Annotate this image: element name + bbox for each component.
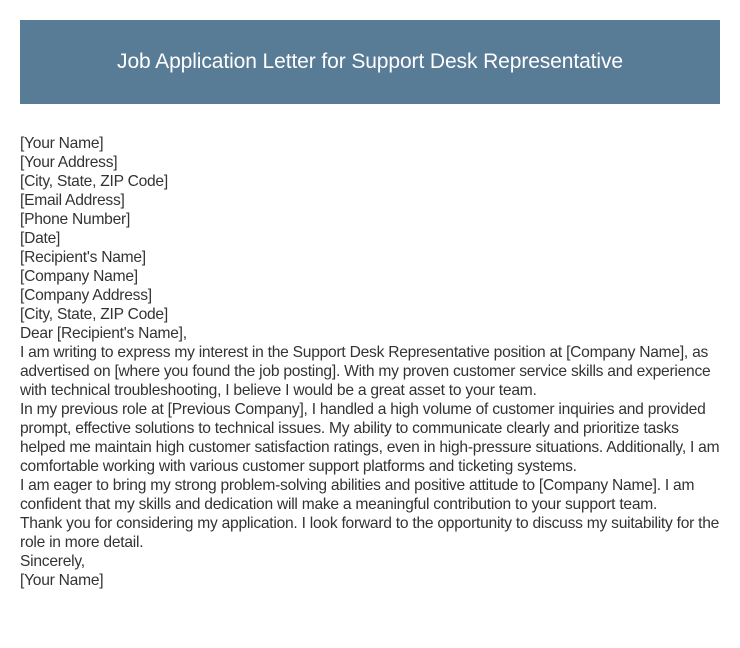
paragraph-intro: I am writing to express my interest in the Support Desk Representative position at [Company Name], as advertised on [where you found the job posting]. With my proven customer service skills and experience with technical troubleshooting, I believe I would be a great asset to your team.: [20, 344, 711, 399]
sender-address: [Your Address]: [20, 154, 118, 171]
sender-name: [Your Name]: [20, 135, 104, 152]
salutation: Dear [Recipient's Name],: [20, 325, 187, 342]
sender-city-state-zip: [City, State, ZIP Code]: [20, 173, 168, 190]
signature: [Your Name]: [20, 572, 104, 589]
paragraph-motivation: I am eager to bring my strong problem-solving abilities and positive attitude to [Company Name]. I am confident that my skills and dedication will make a meaningful contribution to your support team.: [20, 477, 695, 513]
sender-phone: [Phone Number]: [20, 211, 131, 228]
letter-date: [Date]: [20, 230, 61, 247]
sender-email: [Email Address]: [20, 192, 125, 209]
recipient-company-address: [Company Address]: [20, 287, 152, 304]
paragraph-experience: In my previous role at [Previous Company], I handled a high volume of customer inquiries and provided prompt, effective solutions to technical issues. My ability to communicate clearly and prioritize tasks helped me maintain high customer satisfaction ratings, even in high-pressure situations. Additionally, I am comfortable working with various customer support platforms and ticketing systems.: [20, 401, 720, 475]
recipient-city-state-zip: [City, State, ZIP Code]: [20, 306, 168, 323]
closing: Sincerely,: [20, 553, 85, 570]
page-title: Job Application Letter for Support Desk Representative: [117, 50, 623, 73]
paragraph-thanks: Thank you for considering my application. I look forward to the opportunity to discuss my suitability for the role in more detail.: [20, 515, 720, 551]
title-banner: [20, 20, 720, 104]
recipient-name: [Recipient's Name]: [20, 249, 146, 266]
letter-body: [20, 134, 720, 590]
recipient-company: [Company Name]: [20, 268, 138, 285]
